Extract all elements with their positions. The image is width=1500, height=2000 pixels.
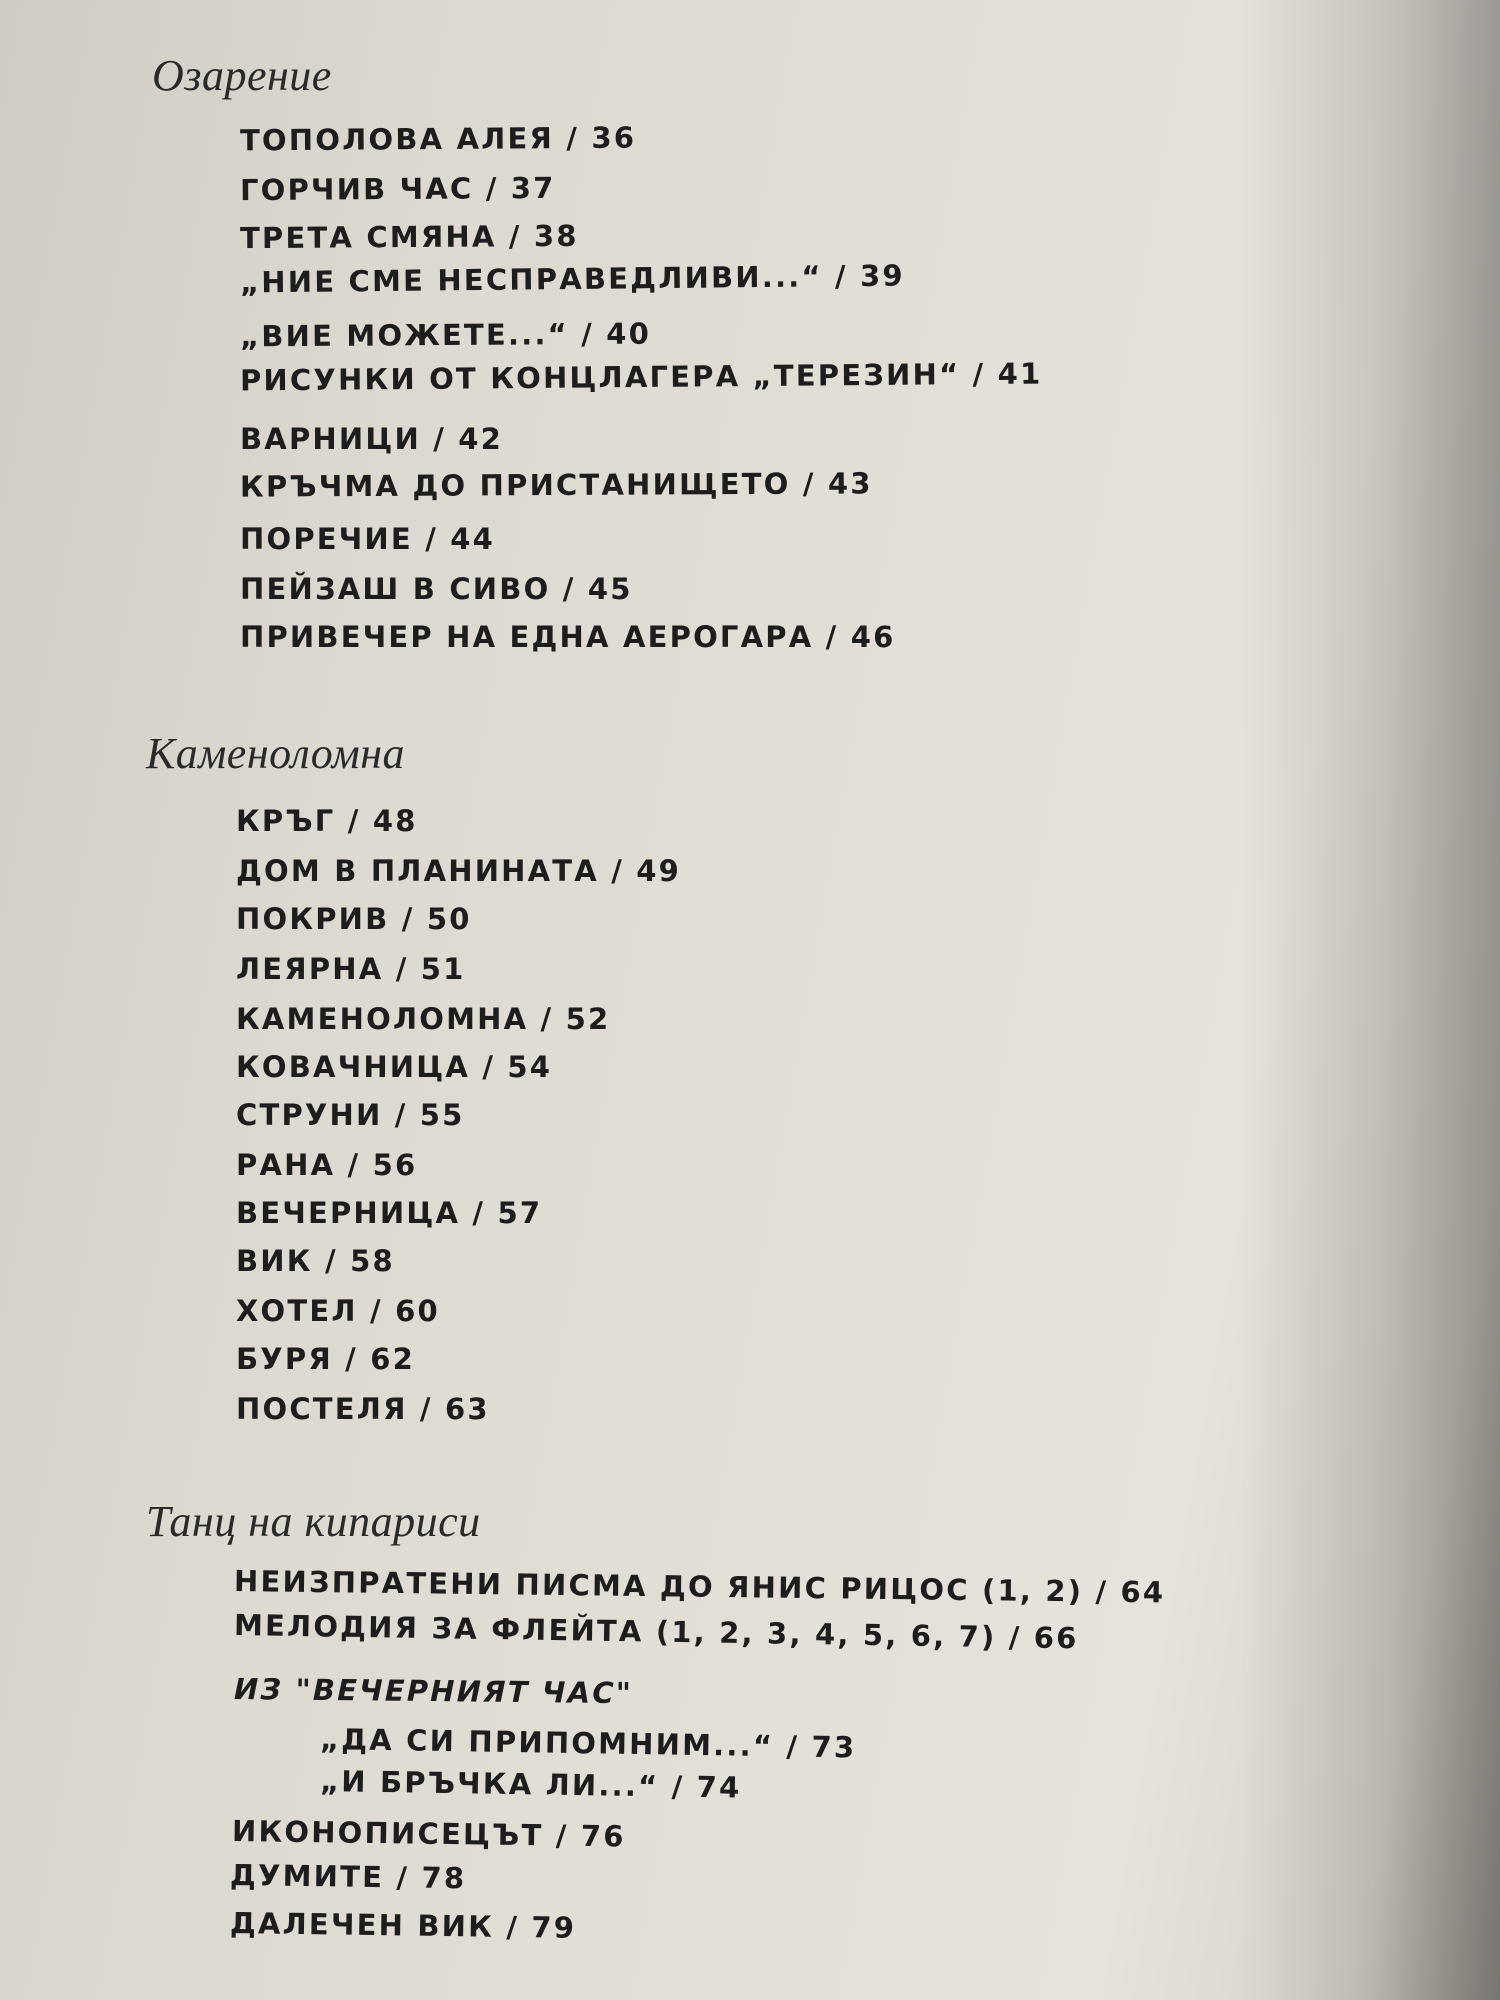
toc-entry: КОВАЧНИЦА / 54 (236, 1050, 553, 1084)
toc-entry: ТОПОЛОВА АЛЕЯ / 36 (239, 120, 637, 158)
toc-entry: „НИЕ СМЕ НЕСПРАВЕДЛИВИ...“ / 39 (239, 258, 905, 300)
page-shadow (1240, 0, 1500, 2000)
section-title: Озарение (152, 51, 332, 100)
toc-entry: КРЪГ / 48 (236, 804, 418, 838)
toc-entry: ПЕЙЗАШ В СИВО / 45 (240, 572, 633, 606)
toc-entry: БУРЯ / 62 (236, 1342, 415, 1376)
toc-entry: РАНА / 56 (236, 1148, 418, 1182)
toc-entry: СТРУНИ / 55 (236, 1098, 465, 1132)
section-title: Танц на кипариси (146, 1497, 481, 1546)
toc-entry: РИСУНКИ ОТ КОНЦЛАГЕРА „ТЕРЕЗИН“ / 41 (239, 356, 1043, 398)
section-title: Каменоломна (146, 729, 406, 778)
toc-entry: МЕЛОДИЯ ЗА ФЛЕЙТА (1, 2, 3, 4, 5, 6, 7) / 66 (233, 1608, 1079, 1656)
toc-entry: ТРЕТА СМЯНА / 38 (239, 218, 579, 256)
toc-entry: ИКОНОПИСЕЦЪТ / 76 (231, 1814, 626, 1854)
toc-entry: КРЪЧМА ДО ПРИСТАНИЩЕТО / 43 (239, 466, 873, 504)
toc-subheading: ИЗ "ВЕЧЕРНИЯТ ЧАС" (233, 1672, 634, 1711)
toc-entry: „ДА СИ ПРИПОМНИМ...“ / 73 (319, 1722, 857, 1765)
toc-entry: ПРИВЕЧЕР НА ЕДНА АЕРОГАРА / 46 (240, 620, 896, 654)
toc-entry: ПОСТЕЛЯ / 63 (236, 1392, 490, 1426)
toc-entry: ДОМ В ПЛАНИНАТА / 49 (236, 854, 682, 888)
toc-entry: ВЕЧЕРНИЦА / 57 (236, 1196, 543, 1230)
toc-entry: ДУМИТЕ / 78 (229, 1858, 467, 1896)
toc-entry: ХОТЕЛ / 60 (236, 1294, 440, 1328)
toc-entry: ВАРНИЦИ / 42 (240, 422, 504, 456)
toc-entry: „ВИЕ МОЖЕТЕ...“ / 40 (239, 316, 652, 354)
toc-entry: ДАЛЕЧЕН ВИК / 79 (229, 1906, 577, 1945)
toc-entry: ЛЕЯРНА / 51 (236, 952, 466, 986)
toc-entry: ПОРЕЧИЕ / 44 (240, 522, 496, 556)
toc-entry: „И БРЪЧКА ЛИ...“ / 74 (319, 1764, 742, 1805)
toc-entry: ГОРЧИВ ЧАС / 37 (239, 170, 556, 208)
toc-entry: ВИК / 58 (236, 1244, 395, 1278)
toc-entry: КАМЕНОЛОМНА / 52 (236, 1002, 611, 1036)
toc-entry: НЕИЗПРАТЕНИ ПИСМА ДО ЯНИС РИЦОС (1, 2) / 64 (233, 1564, 1166, 1610)
toc-entry: ПОКРИВ / 50 (236, 902, 472, 936)
